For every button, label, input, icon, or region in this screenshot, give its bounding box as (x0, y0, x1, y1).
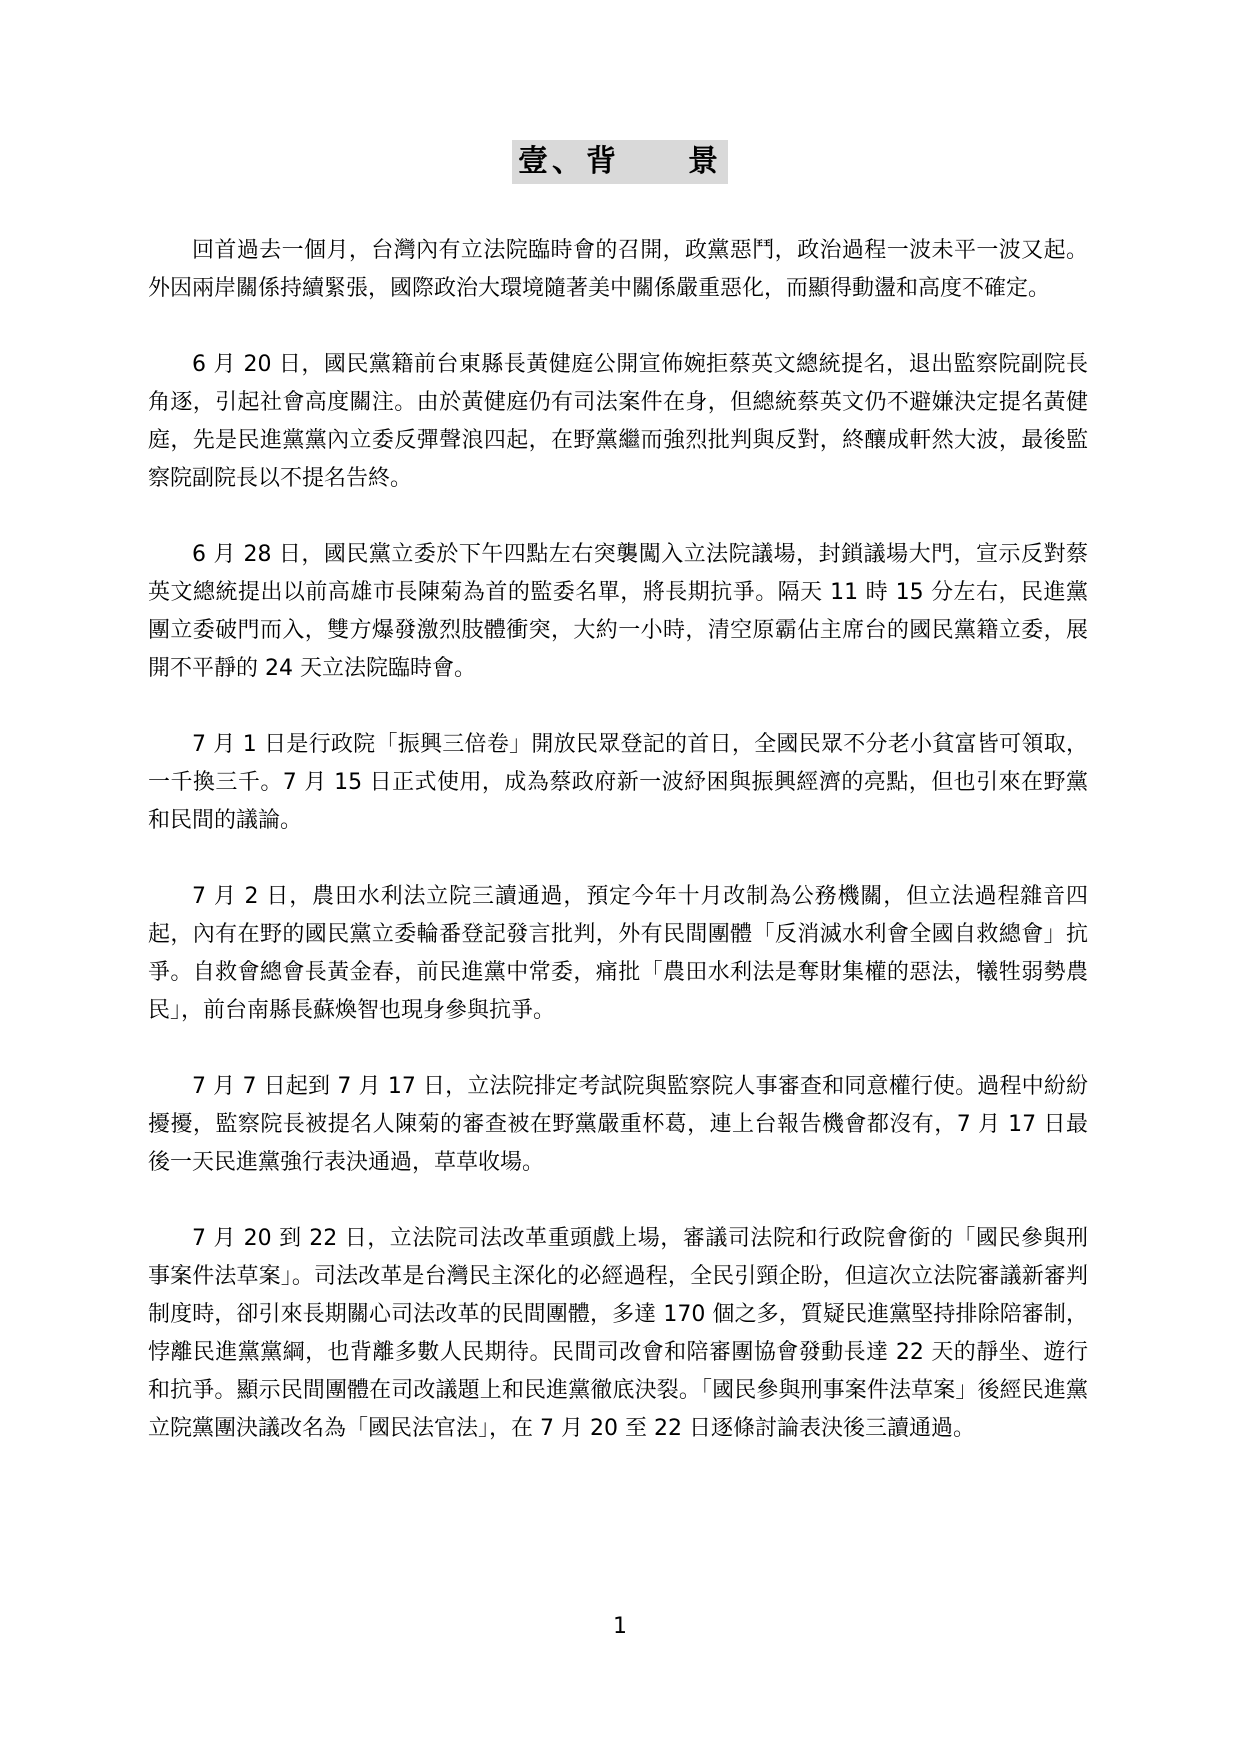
paragraph-july-20: 7 月 20 到 22 日，立法院司法改革重頭戲上場，審議司法院和行政院會銜的「國民參與刑事案件法草案」。司法改革是台灣民主深化的必經過程，全民引頸企盼，但這次立法院審議新審判制度時，卻引來長期關心司法改革的民間團體，多達 170 個之多，質疑民進黨堅持排除陪審制，悖離民進黨黨綱，也背離多數人民期待。民間司改會和陪審團協會發動長達 22 天的靜坐、遊行和抗爭。顯示民間團體在司改議題上和民進黨徹底決裂。「國民參與刑事案件法草案」後經民進黨立院黨團決議改名為「國民法官法」，在 7 月 20 至 22 日逐條討論表決後三讀通過。 (148, 1226, 1088, 1441)
section-heading-wrapper (0, 140, 1240, 184)
paragraph-july-1: 7 月 1 日是行政院「振興三倍卷」開放民眾登記的首日，全國民眾不分老小貧富皆可領取，一千換三千。7 月 15 日正式使用，成為蔡政府新一波紓困與振興經濟的亮點，但也引來在野黨和民間的議論。 (148, 732, 1088, 833)
paragraph-july-2: 7 月 2 日，農田水利法立院三讀通過，預定今年十月改制為公務機關，但立法過程雜音四起，內有在野的國民黨立委輪番登記發言批判，外有民間團體「反消滅水利會全國自救總會」抗爭。自救會總會長黃金春，前民進黨中常委，痛批「農田水利法是奪財集權的惡法，犧牲弱勢農民」，前台南縣長蘇煥智也現身參與抗爭。 (148, 884, 1088, 1023)
section-title: 壹、背 景 (512, 140, 728, 184)
paragraph-july-7: 7 月 7 日起到 7 月 17 日，立法院排定考試院與監察院人事審查和同意權行使。過程中紛紛擾擾，監察院長被提名人陳菊的審查被在野黨嚴重杯葛，連上台報告機會都沒有，7 月 17 日最後一天民進黨強行表決通過，草草收場。 (148, 1074, 1088, 1175)
paragraph-intro: 回首過去一個月，台灣內有立法院臨時會的召開，政黨惡鬥，政治過程一波未平一波又起。外因兩岸關係持續緊張，國際政治大環境隨著美中關係嚴重惡化，而顯得動盪和高度不確定。 (148, 238, 1088, 301)
paragraph-june-20: 6 月 20 日，國民黨籍前台東縣長黃健庭公開宣佈婉拒蔡英文總統提名，退出監察院副院長角逐，引起社會高度關注。由於黃健庭仍有司法案件在身，但總統蔡英文仍不避嫌決定提名黃健庭，先是民進黨黨內立委反彈聲浪四起，在野黨繼而強烈批判與反對，終釀成軒然大波，最後監察院副院長以不提名告終。 (148, 352, 1088, 491)
body-text (148, 232, 1088, 1486)
paragraph-june-28: 6 月 28 日，國民黨立委於下午四點左右突襲闖入立法院議場，封鎖議場大門，宣示反對蔡英文總統提出以前高雄市長陳菊為首的監委名單，將長期抗爭。隔天 11 時 15 分左右，民進黨團立委破門而入，雙方爆發激烈肢體衝突，大約一小時，清空原霸佔主席台的國民黨籍立委，展開不平靜的 24 天立法院臨時會。 (148, 542, 1088, 681)
page-number: 1 (613, 1614, 627, 1639)
